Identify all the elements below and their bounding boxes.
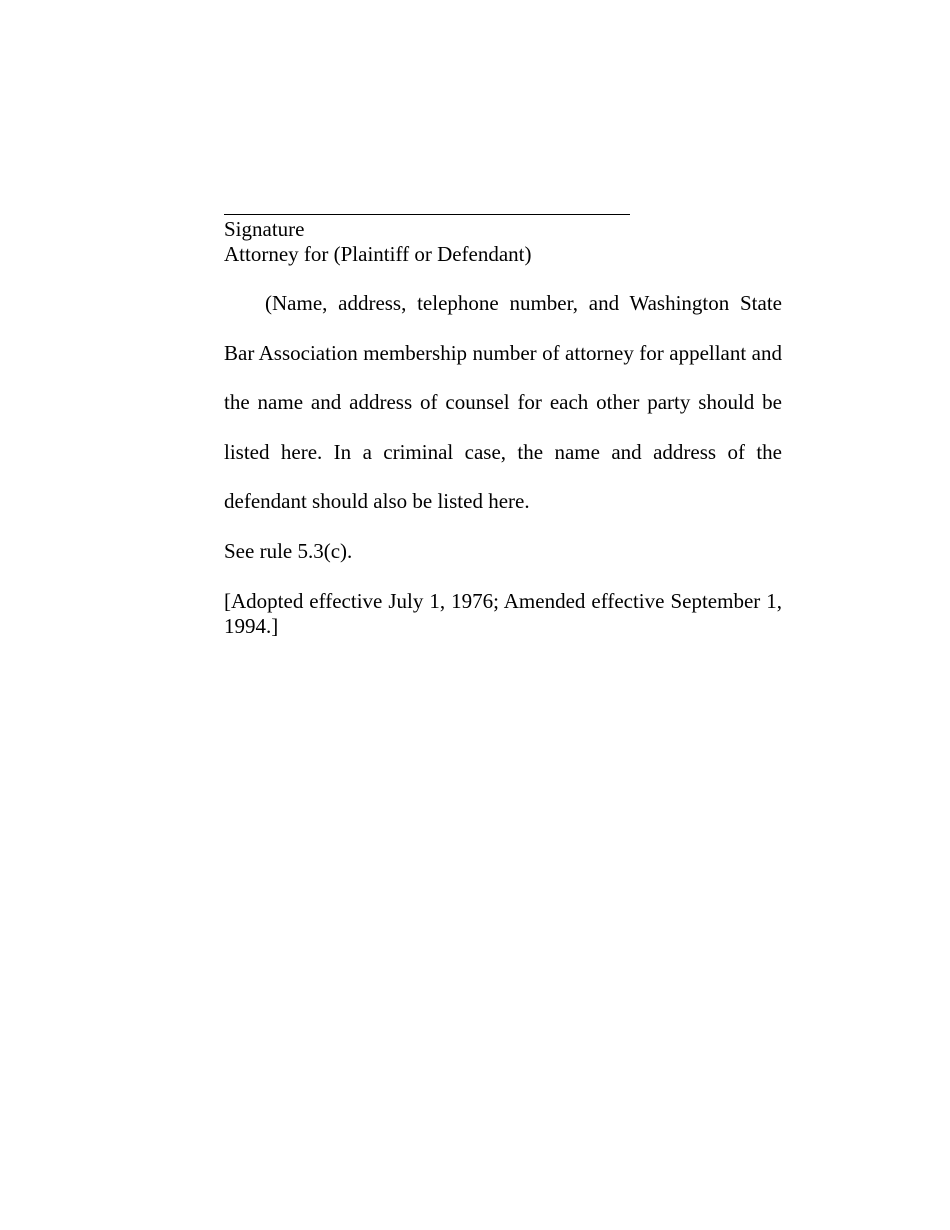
attorney-role-label: Attorney for (Plaintiff or Defendant) [224,242,532,266]
signature-label: Signature [224,217,305,241]
signature-line [224,214,630,215]
adoption-history: [Adopted effective July 1, 1976; Amended effective September 1, 1994.] [224,588,782,638]
counsel-listing-instructions: (Name, address, telephone number, and Washington State Bar Association membership number of attorney for appellant and the name and address of counsel for each other party should be listed here. In a criminal case, the name and address of the defendant should also be listed here. [224,291,782,513]
rule-reference: See rule 5.3(c). [224,538,353,563]
form-content [224,200,782,639]
